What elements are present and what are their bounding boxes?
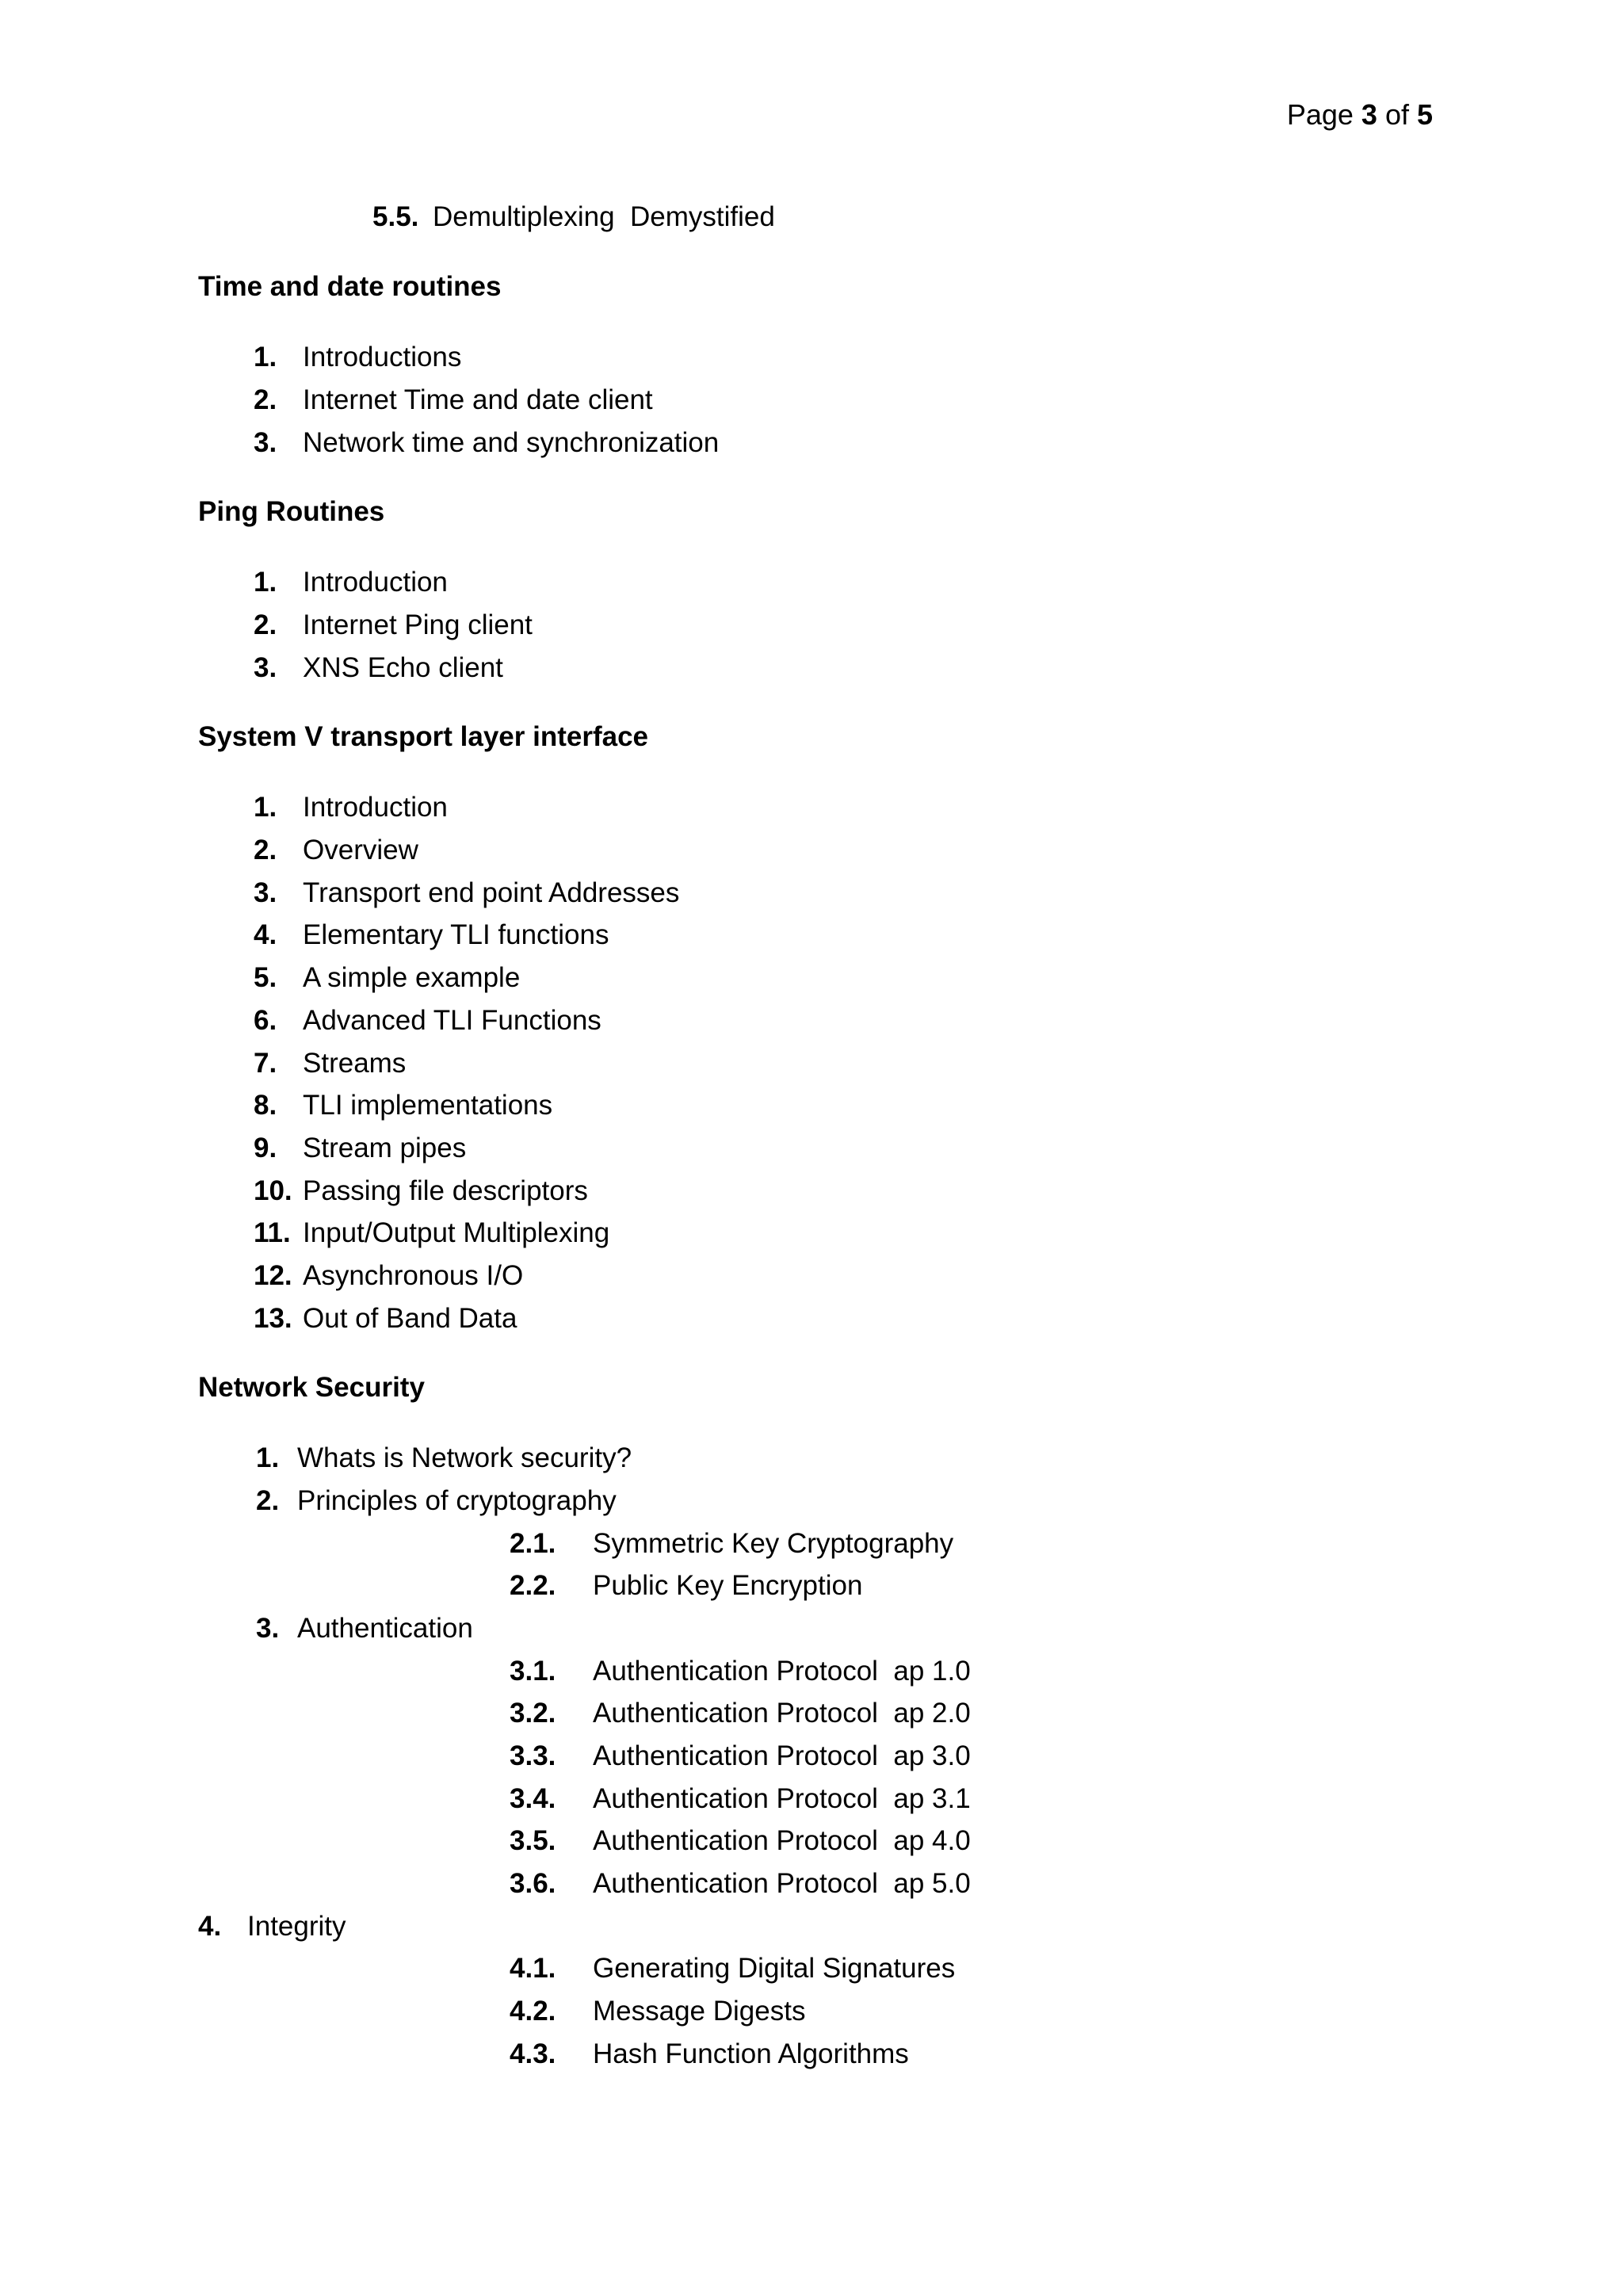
toc-item-label: Integrity [247, 1911, 346, 1942]
toc-item-label: XNS Echo client [303, 652, 503, 683]
toc-item-label: Passing file descriptors [303, 1175, 588, 1206]
toc-item-number: 10. [254, 1175, 292, 1206]
toc-item-label: A simple example [303, 962, 521, 993]
toc-item [256, 1484, 617, 1519]
toc-item [256, 1611, 473, 1646]
toc-item-number: 2. [254, 835, 277, 865]
toc-item [254, 876, 679, 911]
toc-item-number: 3. [254, 652, 277, 683]
toc-item [254, 1174, 588, 1209]
toc-item [254, 918, 609, 953]
toc-item-label: Authentication Protocol ap 4.0 [593, 1825, 971, 1856]
toc-item [254, 651, 503, 686]
toc-item-number: 3. [254, 427, 277, 458]
toc-item-label: Streams [303, 1048, 407, 1079]
toc-subitem [510, 1994, 805, 2029]
toc-item-number: 5. [254, 962, 277, 993]
toc-subitem [510, 1739, 971, 1774]
toc-item-label: Authentication Protocol ap 1.0 [593, 1656, 971, 1687]
toc-item-number: 3.4. [510, 1783, 556, 1814]
toc-item-label: Demultiplexing Demystified [433, 201, 775, 232]
toc-item-label: Authentication [297, 1613, 473, 1644]
toc-item [254, 1003, 601, 1038]
toc-subitem [510, 1866, 971, 1901]
toc-item-number: 9. [254, 1133, 277, 1163]
toc-subitem [510, 1951, 955, 1986]
toc-item-number: 4.2. [510, 1996, 556, 2027]
toc-item-label: Elementary TLI functions [303, 919, 609, 950]
section-heading-ping: Ping Routines [198, 496, 385, 527]
toc-item [254, 833, 418, 868]
toc-item [254, 1301, 517, 1336]
toc-item-label: Authentication Protocol ap 3.0 [593, 1740, 971, 1771]
toc-item-label: Network time and synchronization [303, 427, 720, 458]
toc-item-label: Internet Time and date client [303, 384, 653, 415]
toc-item-label: Input/Output Multiplexing [303, 1217, 610, 1248]
section-heading-time-date: Time and date routines [198, 271, 502, 302]
toc-subitem [510, 1696, 971, 1731]
toc-item-number: 4.1. [510, 1953, 556, 1984]
toc-item [254, 1131, 466, 1166]
toc-subitem [510, 1782, 971, 1817]
page-number [1287, 97, 1433, 132]
toc-item-number: 2. [254, 609, 277, 640]
toc-item-number: 13. [254, 1303, 292, 1334]
toc-item-number: 11. [254, 1217, 291, 1248]
toc-item-number: 1. [256, 1442, 280, 1473]
toc-item-number: 2. [254, 384, 277, 415]
toc-subitem [510, 1654, 971, 1689]
toc-item [254, 383, 653, 418]
toc-item-label: Introductions [303, 342, 462, 372]
toc-item-label: Introduction [303, 567, 448, 598]
toc-item-number: 3.2. [510, 1698, 556, 1729]
toc-item [254, 1046, 406, 1081]
toc-item-number: 7. [254, 1048, 277, 1079]
toc-item-label: Public Key Encryption [593, 1570, 863, 1601]
section-heading-system-v-tli: System V transport layer interface [198, 721, 649, 752]
toc-item-number: 4.3. [510, 2038, 556, 2069]
toc-item-label: Whats is Network security? [297, 1442, 632, 1473]
toc-item-label: Authentication Protocol ap 2.0 [593, 1698, 971, 1729]
toc-item-number: 6. [254, 1005, 277, 1036]
toc-item [254, 1216, 609, 1251]
toc-item-label: Transport end point Addresses [303, 877, 680, 908]
toc-item-label: Advanced TLI Functions [303, 1005, 601, 1036]
toc-item-number: 2.2. [510, 1570, 556, 1601]
toc-item-number: 12. [254, 1260, 292, 1291]
toc-subitem [510, 1526, 953, 1561]
toc-item-number: 4. [254, 919, 277, 950]
toc-item-number: 1. [254, 342, 277, 372]
toc-item-number: 4. [198, 1911, 222, 1942]
toc-item-label: Authentication Protocol ap 3.1 [593, 1783, 971, 1814]
toc-item-label: Hash Function Algorithms [593, 2038, 909, 2069]
toc-item-label: Introduction [303, 792, 448, 823]
toc-item-number: 2. [256, 1485, 280, 1516]
toc-item-number: 3.1. [510, 1656, 556, 1687]
page-number-current: 3 [1361, 98, 1377, 131]
toc-item-label: Asynchronous I/O [303, 1260, 524, 1291]
toc-item-number: 3. [254, 877, 277, 908]
toc-item-label: Principles of cryptography [297, 1485, 617, 1516]
toc-item-number: 3.5. [510, 1825, 556, 1856]
toc-item-number: 8. [254, 1090, 277, 1121]
toc-item-label: Out of Band Data [303, 1303, 517, 1334]
toc-item-number: 3.6. [510, 1868, 556, 1899]
toc-item [254, 1088, 552, 1123]
toc-subitem [510, 1824, 971, 1859]
toc-item-number: 3. [256, 1613, 280, 1644]
toc-item [256, 1441, 632, 1476]
toc-item [198, 1909, 346, 1944]
toc-item [254, 426, 719, 460]
toc-item-label: Authentication Protocol ap 5.0 [593, 1868, 971, 1899]
page-number-prefix: Page [1286, 98, 1361, 131]
toc-item-label: TLI implementations [303, 1090, 553, 1121]
toc-item-label: Symmetric Key Cryptography [593, 1528, 954, 1559]
toc-item-number: 2.1. [510, 1528, 556, 1559]
section-heading-network-security: Network Security [198, 1372, 425, 1403]
toc-item [254, 1259, 523, 1293]
toc-item [254, 340, 461, 375]
toc-item-label: Message Digests [593, 1996, 806, 2027]
toc-item [254, 608, 533, 643]
page-number-middle: of [1377, 98, 1417, 131]
toc-subitem [510, 2037, 909, 2072]
toc-item-number: 5.5. [372, 201, 419, 232]
toc-item-number: 3.3. [510, 1740, 556, 1771]
page-number-total: 5 [1416, 98, 1433, 131]
toc-item-5-5 [372, 200, 775, 235]
toc-item [254, 790, 448, 825]
toc-item [254, 565, 448, 600]
toc-item-label: Stream pipes [303, 1133, 467, 1163]
toc-item-label: Generating Digital Signatures [593, 1953, 956, 1984]
toc-subitem [510, 1568, 862, 1603]
toc-item-label: Internet Ping client [303, 609, 533, 640]
toc-item-number: 1. [254, 792, 277, 823]
toc-item-label: Overview [303, 835, 418, 865]
toc-item [254, 961, 520, 995]
toc-item-number: 1. [254, 567, 277, 598]
